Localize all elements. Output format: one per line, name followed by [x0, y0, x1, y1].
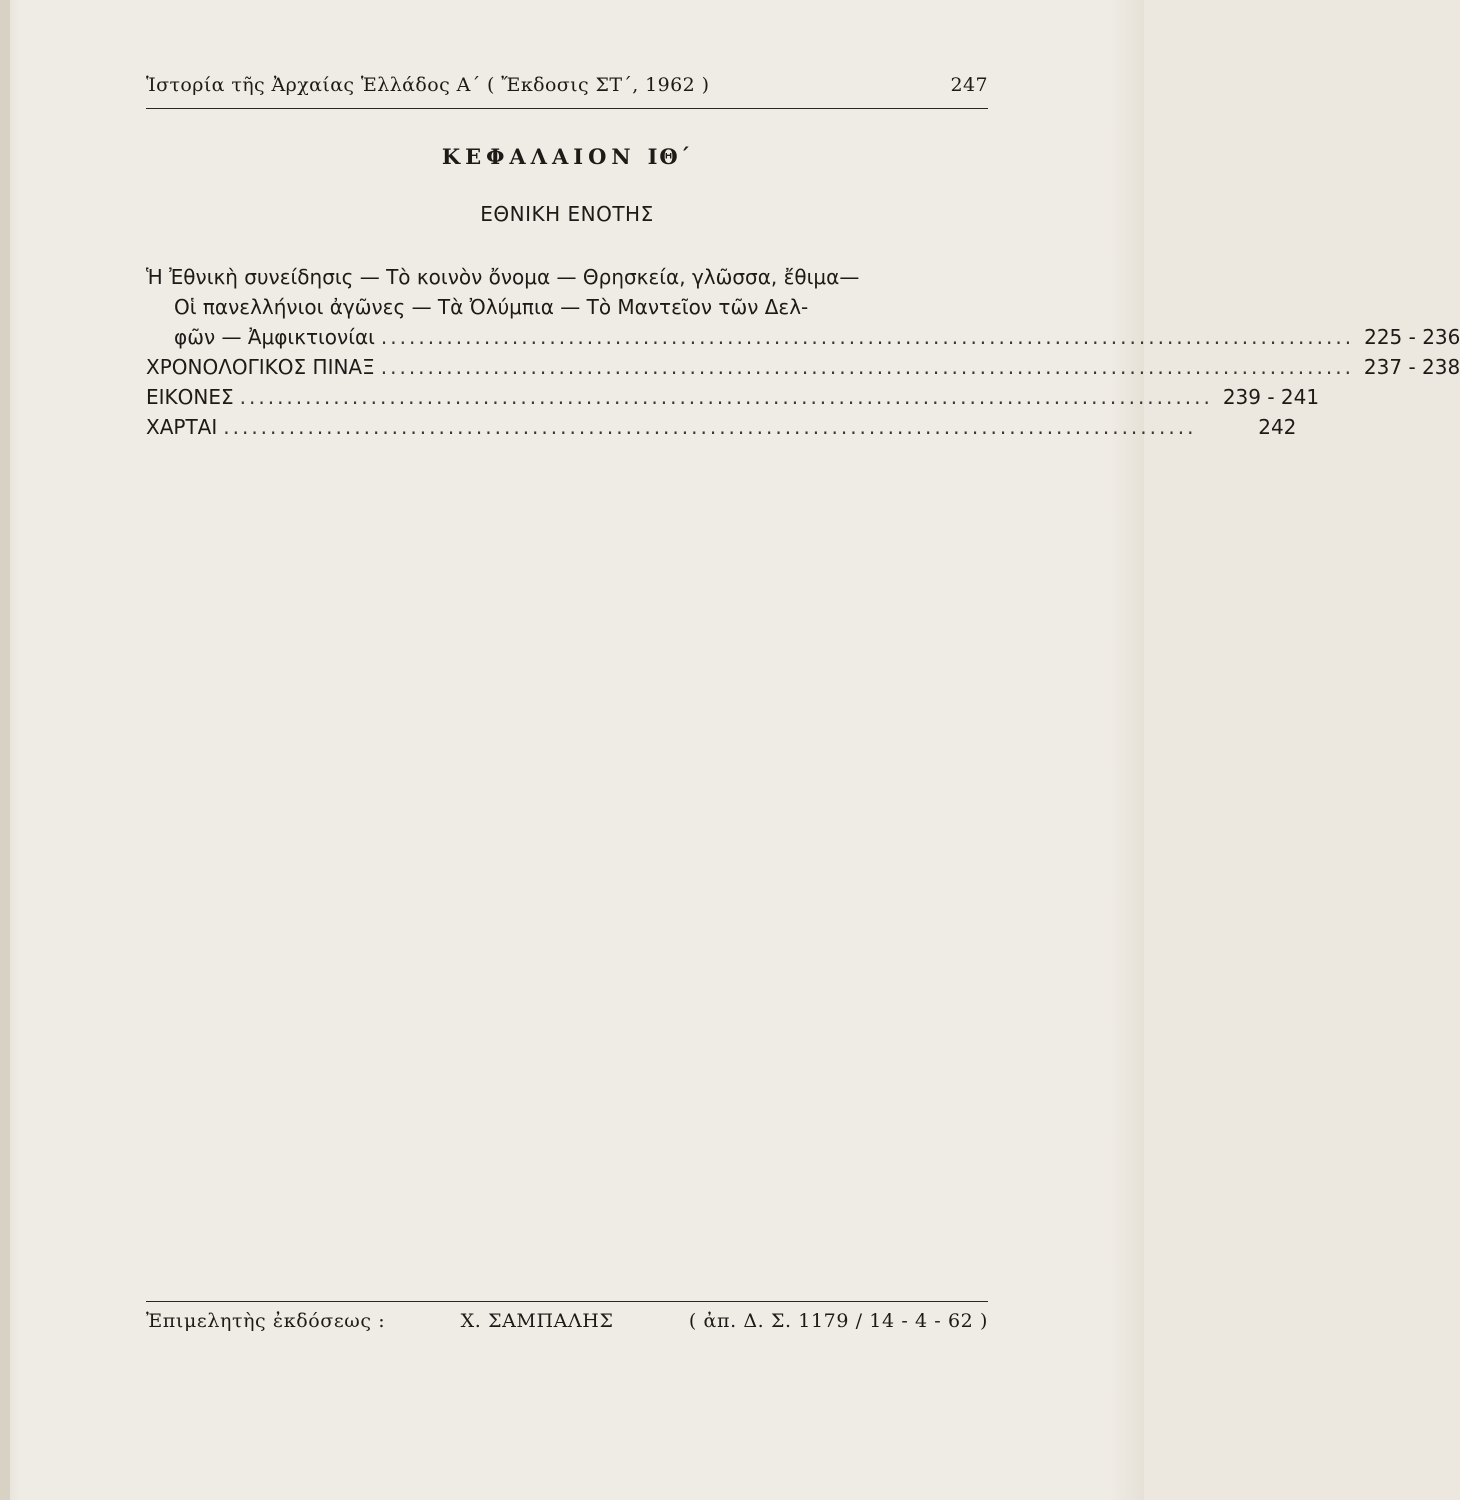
toc-entry — [146, 322, 1460, 352]
toc-entry-label: φῶν — Ἀμφικτιονίαι — [174, 325, 375, 349]
imprint-reference: ( ἀπ. Δ. Σ. 1179 / 14 - 4 - 62 ) — [688, 1310, 988, 1332]
dot-leader: ........................................................................................................ — [380, 325, 1355, 349]
toc-entry — [146, 382, 1320, 412]
running-head — [146, 74, 988, 96]
imprint-role: Ἐπιμελητὴς ἐκδόσεως : — [146, 1310, 386, 1332]
dot-leader: ........................................................................................................ — [239, 385, 1213, 409]
toc-entry-label: ΕΙΚΟΝΕΣ — [146, 385, 234, 409]
toc-entry-pages: 237 - 238 — [1363, 355, 1460, 379]
chapter-subtitle: ΕΘΝΙΚΗ ΕΝΟΤΗΣ — [480, 202, 654, 226]
toc-entry-pages: 242 — [1258, 415, 1297, 439]
toc-entry — [146, 412, 1297, 442]
toc-entry — [146, 352, 1460, 382]
page-edge — [0, 0, 10, 1500]
toc-entry-label: ΧΡΟΝΟΛΟΓΙΚΟΣ ΠΙΝΑΞ — [146, 355, 375, 379]
imprint-name: Χ. ΣΑΜΠΑΛΗΣ — [460, 1310, 614, 1332]
footer-rule — [146, 1301, 988, 1302]
page-number: 247 — [950, 74, 988, 96]
dot-leader: ........................................................................................................ — [380, 355, 1354, 379]
toc-entry-label: ΧΑΡΤΑΙ — [146, 415, 218, 439]
toc-entry-pages: 225 - 236 — [1364, 325, 1460, 349]
chapter-word: ΚΕΦΑΛΑΙΟΝ — [441, 144, 636, 169]
chapter-number: ΙΘ΄ — [647, 144, 693, 169]
chapter-title — [146, 144, 988, 169]
dot-leader: ........................................................................................................ — [223, 415, 1197, 439]
toc-entry-line: Οἱ πανελλήνιοι ἀγῶνες — Τὰ Ὀλύμπια — Τὸ Μαντεῖον τῶν Δελ- — [174, 295, 809, 319]
header-rule — [146, 108, 988, 109]
imprint — [146, 1310, 988, 1332]
table-of-contents — [146, 262, 1460, 442]
running-title: Ἱστορία τῆς Ἀρχαίας Ἑλλάδος Α΄ ( Ἔκδοσις ΣΤ΄, 1962 ) — [146, 74, 710, 96]
toc-entry-pages: 239 - 241 — [1222, 385, 1320, 409]
toc-entry-line: Ἡ Ἐθνικὴ συνείδησις — Τὸ κοινὸν ὄνομα — Θρησκεία, γλῶσσα, ἔθιμα— — [146, 265, 860, 289]
